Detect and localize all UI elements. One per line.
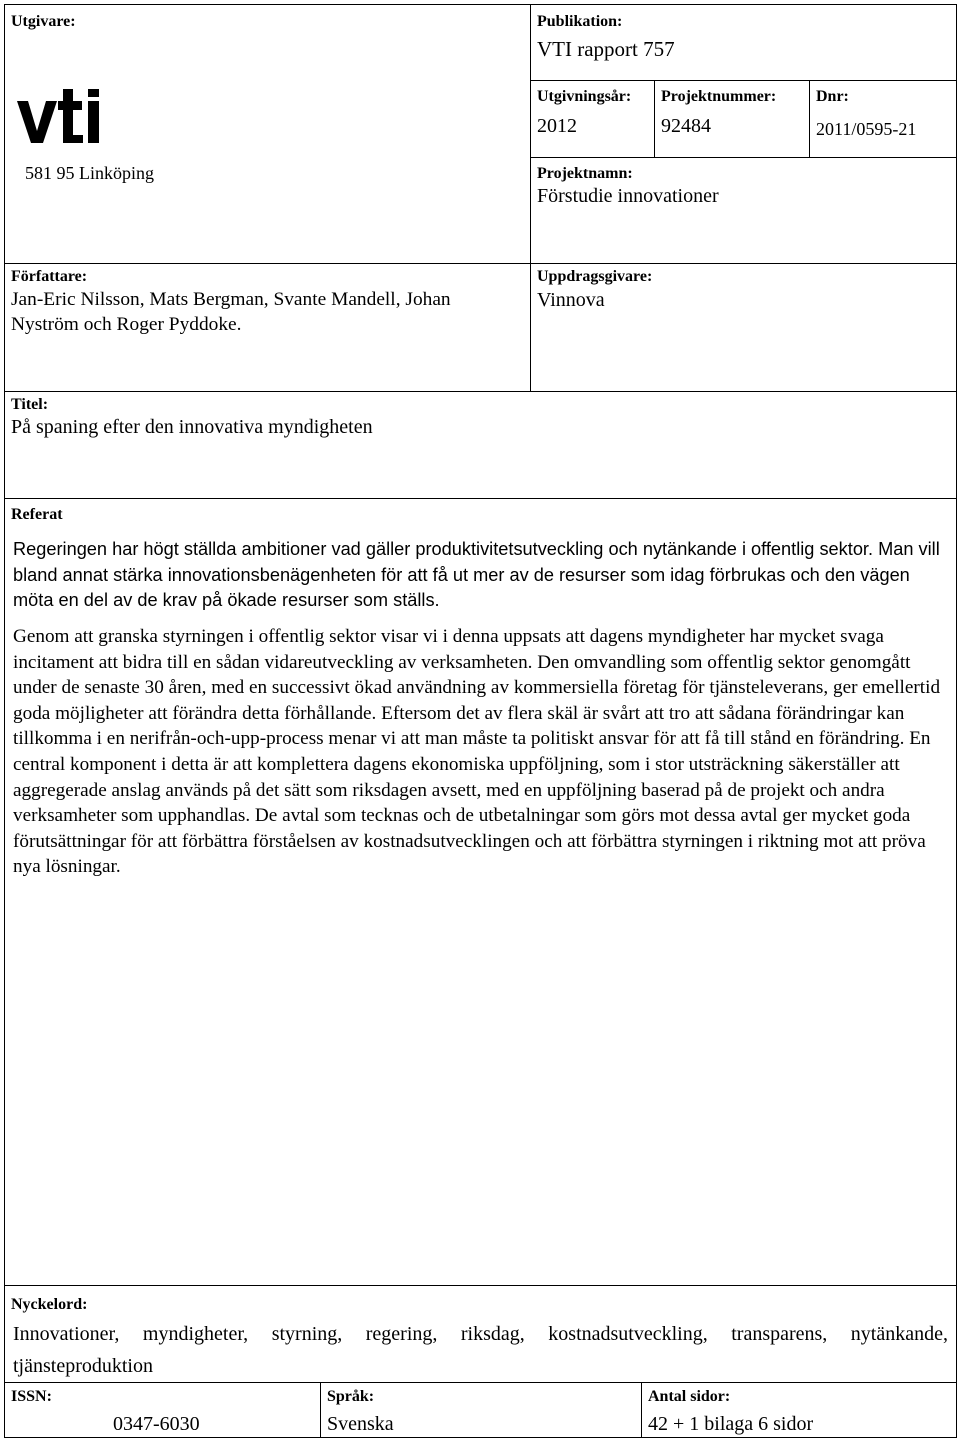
keywords-value: Innovationer, myndigheter, styrning, regering, riksdag, kostnadsutveckling, transparens, nytänkande, tjänsteproduktion [13, 1323, 948, 1377]
publisher-address: 581 95 Linköping [25, 163, 154, 183]
language-value: Svenska [327, 1413, 394, 1435]
language-label: Språk: [327, 1388, 375, 1405]
pages-value: 42 + 1 bilaga 6 sidor [648, 1413, 814, 1435]
vti-logo-graphic [17, 89, 107, 147]
year-label: Utgivningsår: [537, 88, 632, 105]
abstract-paragraph-1-block [13, 537, 948, 614]
issn-box [4, 1382, 321, 1438]
vti-logo [17, 89, 107, 152]
issn-value: 0347-6030 [113, 1413, 200, 1435]
project-name-label: Projektnamn: [537, 165, 633, 182]
project-number-value: 92484 [661, 115, 711, 137]
language-box [320, 1382, 642, 1438]
keywords-box [4, 1285, 957, 1383]
commissioner-value: Vinnova [537, 289, 605, 311]
pages-label: Antal sidor: [648, 1388, 731, 1405]
dnr-label: Dnr: [816, 88, 849, 105]
project-number-label: Projektnummer: [661, 88, 777, 105]
title-label: Titel: [11, 396, 49, 413]
abstract-box [4, 498, 957, 1286]
publisher-box [4, 4, 531, 264]
publication-value: VTI rapport 757 [537, 37, 675, 61]
issn-label: ISSN: [11, 1388, 52, 1405]
title-value: På spaning efter den innovativa myndigheten [11, 416, 373, 438]
keywords-label: Nyckelord: [11, 1296, 88, 1313]
authors-label: Författare: [11, 268, 88, 285]
publication-label: Publikation: [537, 13, 623, 30]
dnr-value: 2011/0595-21 [816, 119, 917, 139]
authors-box [4, 263, 531, 392]
project-name-box [530, 157, 957, 264]
commissioner-box [530, 263, 957, 392]
project-number-box [654, 80, 810, 158]
abstract-paragraph-1: Regeringen har högt ställda ambitioner vad gäller produktivitetsutveckling och nytänkande i offentlig sektor. Man vill bland annat stärka innovationsbenägenheten för att få ut mer av de resurser som idag förbrukas och den vägen möta en del av de krav på ökade resurser som ställs. [13, 539, 940, 611]
abstract-paragraph-2: Genom att granska styrningen i offentlig sektor visar vi i denna uppsats att dagens myndigheter har mycket svaga incitament att bidra till en sådan vidareutveckling av verksamheten. Den omvandling som offentlig sektor genomgått under de senaste 30 åren, med en successivt ökad användning av kommersiella företag för tjänsteleverans, ger emellertid goda möjligheter att förändra detta förhållande. Eftersom det av flera skäl är svårt att tro att sådana förändringar kan tillkomma i en nerifrån-och-upp-process menar vi att man måste ta politiskt ansvar för att få till stånd en förändring. En central komponent i detta är att komplettera dagens ekonomiska uppföljning, som i stor utsträckning säkerställer att aggregerade anslag används på det sätt som riksdagen avsett, med en uppföljning baserad på de projekt och andra verksamheter som upphandlas. De avtal som tecknas och de utbetalningar som görs mot dessa avtal ger mycket goda förutsättningar för att förbättra förståelsen av kostnadsutvecklingen och att förbättra styrningen i riktning mot att pröva nya lösningar. [13, 626, 941, 878]
project-name-value: Förstudie innovationer [537, 185, 719, 207]
title-box [4, 391, 957, 499]
authors-line-1: Jan-Eric Nilsson, Mats Bergman, Svante Mandell, Johan [11, 289, 451, 310]
year-value: 2012 [537, 115, 577, 137]
pages-box [641, 1382, 957, 1438]
abstract-label: Referat [11, 506, 63, 523]
publication-box [530, 4, 957, 81]
abstract-paragraph-2-block [13, 624, 948, 880]
publisher-label: Utgivare: [11, 13, 76, 30]
year-box [530, 80, 655, 158]
authors-line-2: Nyström och Roger Pyddoke. [11, 314, 242, 335]
commissioner-label: Uppdragsgivare: [537, 268, 653, 285]
dnr-box [809, 80, 957, 158]
